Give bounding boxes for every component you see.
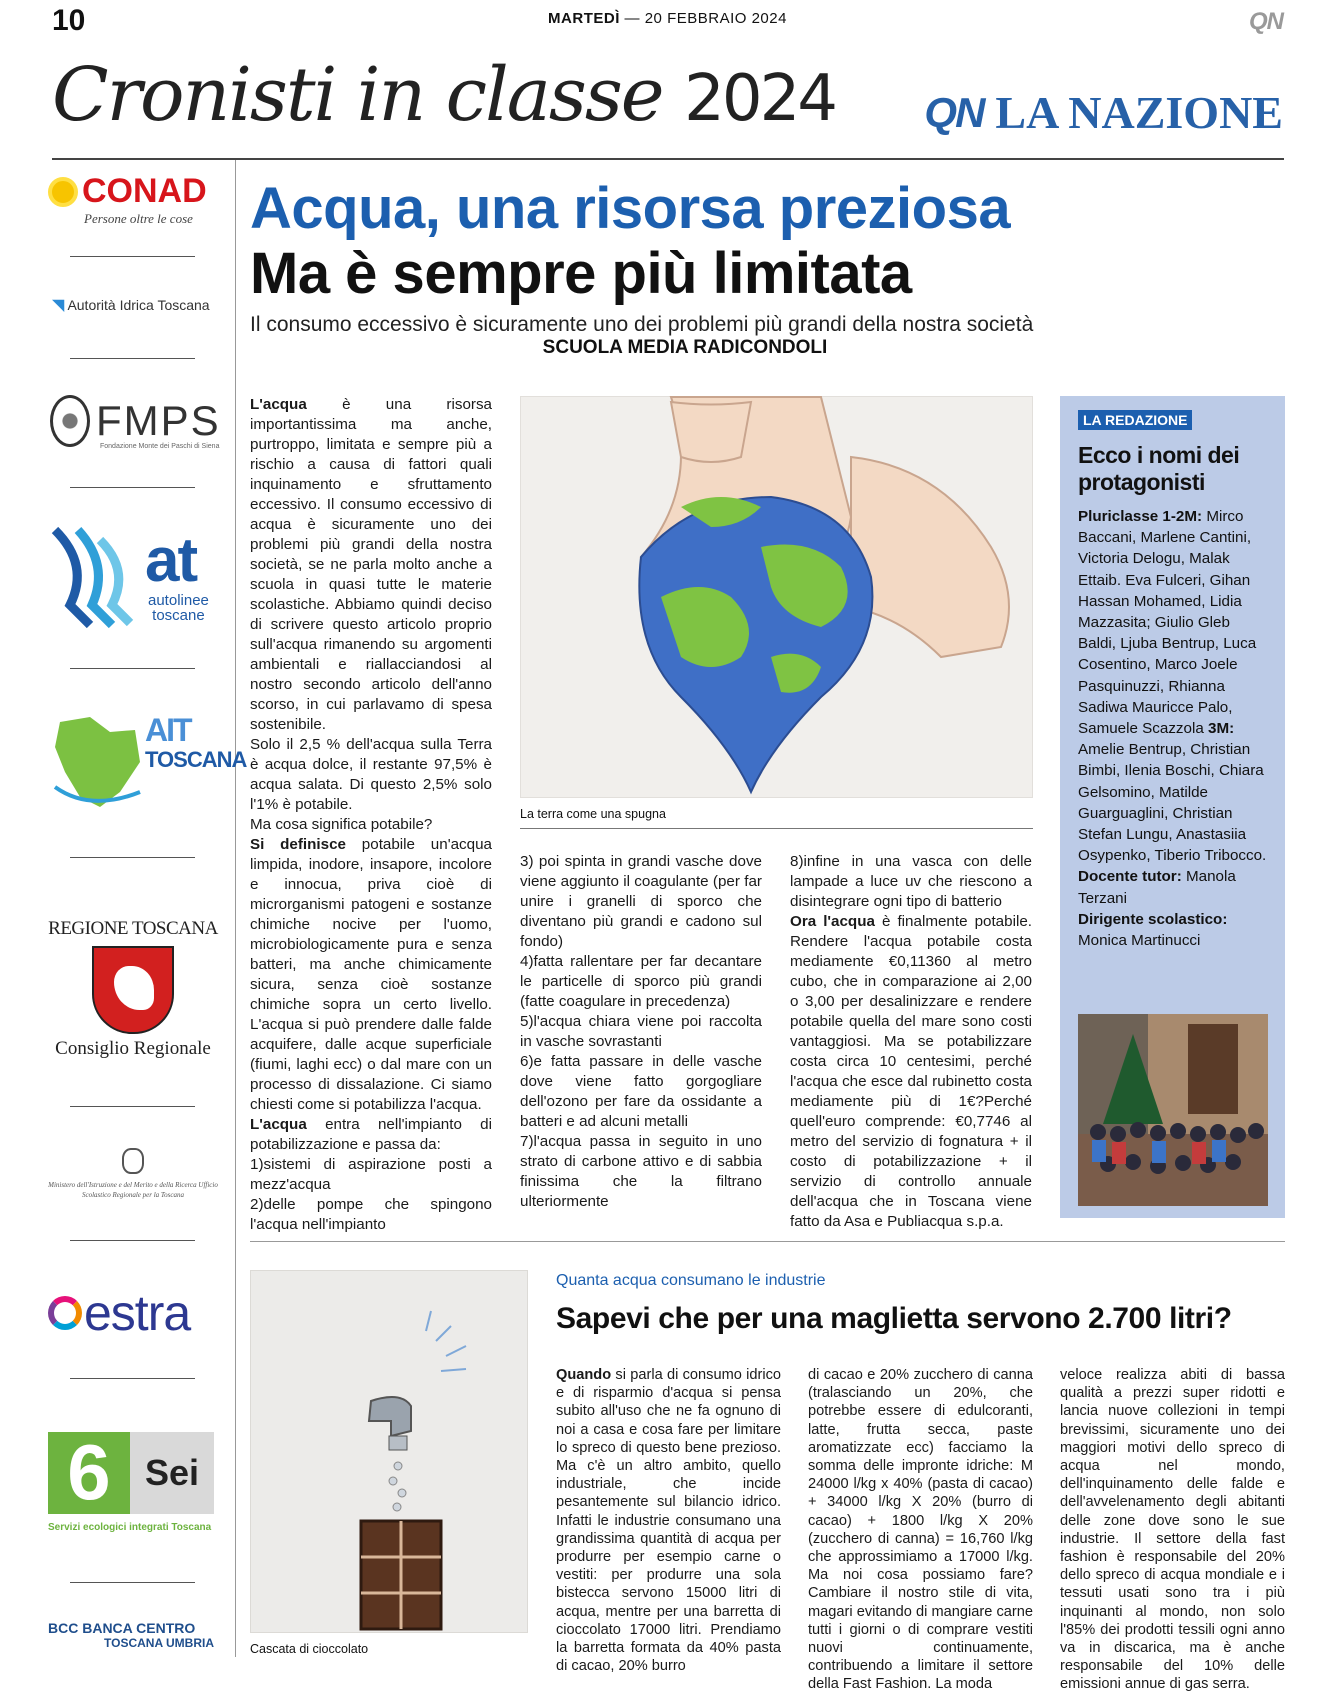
earth-sponge-image <box>520 396 1033 798</box>
sponsor-divider <box>70 358 195 359</box>
class-group-photo <box>1078 1014 1268 1206</box>
estra-logo <box>48 1284 190 1342</box>
paragraph <box>790 852 1032 912</box>
date: — 20 FEBBRAIO 2024 <box>624 10 787 27</box>
paragraph <box>250 815 492 835</box>
qn-logo-small: QN <box>1249 8 1283 35</box>
ministero-name: Ministero dell'Istruzione e del Merito e della Ricerca Ufficio Scolastico Regionale per la Toscana <box>48 1181 218 1199</box>
group1-label: Pluriclasse 1-2M: <box>1078 508 1203 525</box>
paragraph <box>250 1115 492 1155</box>
paragraph <box>250 735 492 815</box>
sei-tagline-region: Toscana <box>171 1522 212 1533</box>
sidebar-divider <box>235 160 236 1657</box>
newspaper-brand <box>924 86 1283 139</box>
page-number: 10 <box>52 4 86 37</box>
paragraph-text: è una risorsa importantissima ma anche, purtroppo, limitata e sempre più a rischio a causa di fattori quali inquinamento e sfruttamento eccessivo. Il consumo eccessivo di acqua è sicuramente uno dei problemi più grandi della nostra società, se ne parla molto anche a scuola in quasi tutte le materie scolastiche. Abbiamo quindi deciso di scrivere questo articolo proprio sull'acqua rimanendo su argomenti ambientali e riallacciandosi al nostro secondo articolo dell'anno scorso, in cui parlavamo di spesa sostenibile. <box>250 396 492 733</box>
weekday: MARTEDÌ <box>548 10 620 27</box>
at-sub1: autolinee <box>148 592 209 609</box>
earth-hands-drawing <box>521 397 1034 799</box>
paragraph-text: 2)delle pompe che spingono l'acqua nell'impianto <box>250 1196 492 1233</box>
article2-col1-text: si parla di consumo idrico e di risparmio d'acqua si pensa subito all'uso che ne fa ognuno di noi a casa e cosa fare per limitare lo spreco di questo bene prezioso. Ma c'è un altro ambito, quello industriale, che incide pesantemente sul bilancio idrico. Infatti le industrie consumano una grandissima quantità di acqua per produrre per esempio carne o vestiti: per produrre una sola bistecca servono 15000 litri di acqua, mentre per una barretta di cioccolato 17000 litri. Prendiamo la barretta formata da 40% pasta di cacao, 20% burro <box>556 1367 781 1675</box>
autorita-idrica-logo <box>52 295 210 315</box>
article2-column-1 <box>556 1366 781 1675</box>
paragraph-text: entra nell'impianto di potabilizzazione e passa da: <box>250 1116 492 1153</box>
tutor-name: Manola Terzani <box>1078 868 1236 907</box>
consiglio-name: Consiglio Regionale <box>55 1038 211 1059</box>
sei-tagline-text: Servizi ecologici integrati <box>48 1522 169 1533</box>
paragraph <box>250 395 492 735</box>
bcc-logo <box>48 1620 214 1650</box>
conad-logo <box>48 172 218 227</box>
paragraph <box>250 1195 492 1235</box>
sponsor-divider <box>70 668 195 669</box>
regione-name: REGIONE TOSCANA <box>48 918 218 939</box>
tuscany-map-icon <box>50 712 145 812</box>
paragraph-text: 8)infine in una vasca con delle lampade a luce uv che riescono a disintegrare ogni tipo di batterio <box>790 853 1032 910</box>
regione-toscana-logo <box>48 918 218 1060</box>
redazione-box <box>1060 396 1285 1218</box>
paragraph-text: 1)sistemi di aspirazione posti a mezz'acqua <box>250 1156 492 1193</box>
paragraph-lead: Si definisce <box>250 836 346 853</box>
redazione-label: LA REDAZIONE <box>1078 410 1192 430</box>
fmps-name: FMPS <box>96 397 221 444</box>
dirigente-label: Dirigente scolastico: <box>1078 910 1228 928</box>
ait-toscana-logo <box>50 712 247 812</box>
sponsor-divider <box>70 857 195 858</box>
school-name: SCUOLA MEDIA RADICONDOLI <box>542 337 828 358</box>
fmps-subtitle: Fondazione Monte dei Paschi di Siena <box>100 443 220 450</box>
headline-line1: Acqua, una risorsa preziosa <box>250 176 1011 241</box>
sei-toscana-logo <box>48 1428 214 1533</box>
section-rule <box>250 1241 1285 1242</box>
bcc-region: TOSCANA UMBRIA <box>104 1636 214 1650</box>
wave-lines-icon <box>50 525 140 635</box>
conad-name: CONAD <box>82 172 207 210</box>
paragraph <box>520 1052 762 1132</box>
paragraph <box>250 1155 492 1195</box>
paragraph-text: 6)e fatta passare in delle vasche dove viene fatto gorgogliare dell'ozono per fare da ossidante a batteri e ad alcuni metalli <box>520 1053 762 1130</box>
paragraph-text: 3) poi spinta in grandi vasche dove viene aggiunto il coagulante (per far unire i granelli di sporco che diventano più grandi e cadono sul fondo) <box>520 853 762 950</box>
bcc-name: BCC BANCA CENTRO <box>48 1620 196 1636</box>
paragraph <box>520 1132 762 1212</box>
masthead <box>52 52 835 138</box>
sponsor-divider <box>70 1106 195 1107</box>
group1-names: Mirco Baccani, Marlene Cantini, Victoria Delogu, Malak Ettaib. Eva Fulceri, Gihan Hassan Mohamed, Lidia Mazzasita; Giulio Gleb Baldi, Ljuba Bentrup, Luca Cosentino, Marco Joele Pasquinuzzi, Rhianna Sadiwa Mauricce Palo, Samuele Scazzola <box>1078 508 1257 738</box>
republic-emblem-icon <box>122 1148 144 1174</box>
dateline <box>0 10 1335 27</box>
article-column-1 <box>250 395 492 1235</box>
paragraph <box>520 852 762 952</box>
dirigente-name: Monica Martinucci <box>1078 932 1201 950</box>
paragraph <box>520 952 762 1012</box>
autorita-name: Autorità Idrica Toscana <box>67 297 210 313</box>
conad-tagline: Persone oltre le cose <box>84 211 193 226</box>
chocolate-image-caption: Cascata di cioccolato <box>250 1642 369 1656</box>
sponsor-divider <box>70 1582 195 1583</box>
ait-top-label: AIT <box>145 712 191 748</box>
article-subtitle: Il consumo eccessivo è sicuramente uno dei problemi più grandi della nostra società <box>250 313 1034 336</box>
paragraph-lead: L'acqua <box>250 396 307 413</box>
sponsor-divider <box>70 487 195 488</box>
estra-name: estra <box>84 1285 191 1341</box>
sei-number: 6 <box>48 1432 130 1514</box>
article-column-2 <box>520 852 762 1212</box>
article2-headline: Sapevi che per una maglietta servono 2.700 litri? <box>556 1302 1232 1335</box>
autolinee-toscane-logo <box>50 525 220 635</box>
class-photo-illustration <box>1078 1014 1268 1206</box>
article2-kicker: Quanta acqua consumano le industrie <box>556 1272 826 1289</box>
group2-label: 3M: <box>1208 720 1235 738</box>
sponsor-divider <box>70 256 195 257</box>
water-drop-icon: ◥ <box>52 297 65 314</box>
sei-word: Sei <box>130 1432 214 1514</box>
masthead-title: Cronisti in classe <box>52 52 663 138</box>
at-sub2: toscane <box>152 607 205 624</box>
paragraph <box>790 912 1032 1232</box>
paragraph-text: 7)l'acqua passa in seguito in uno strato di carbone attivo e di sabbia finissima che la filtrano ulteriormente <box>520 1133 762 1210</box>
redazione-title: Ecco i nomi dei protagonisti <box>1078 442 1240 495</box>
headline-line2: Ma è sempre più limitata <box>250 241 912 306</box>
paragraph-lead: Ora l'acqua <box>790 913 875 930</box>
qn-logo: QN <box>924 88 984 136</box>
sponsor-divider <box>70 1378 195 1379</box>
caption-rule <box>520 828 1033 829</box>
sei-tagline <box>48 1522 214 1533</box>
chocolate-waterfall-image <box>250 1270 528 1633</box>
paragraph-text: Solo il 2,5 % dell'acqua sulla Terra è acqua dolce, il restante 97,5% è acqua salata. Di questo 2,5% solo l'1% è potabile. <box>250 736 492 813</box>
masthead-year: 2024 <box>684 62 836 136</box>
paragraph-text: 5)l'acqua chiara viene poi raccolta in vasche sovrastanti <box>520 1013 762 1050</box>
ait-name: TOSCANA <box>145 747 247 772</box>
article-column-3 <box>790 852 1032 1232</box>
paragraph-lead: L'acqua <box>250 1116 307 1133</box>
paragraph <box>520 1012 762 1052</box>
seal-icon <box>50 395 90 447</box>
paragraph <box>250 835 492 1115</box>
redazione-names <box>1078 506 1267 951</box>
estra-ring-icon <box>48 1296 82 1330</box>
at-name: at <box>145 526 197 595</box>
header-rule <box>52 158 1284 160</box>
group2-names: Amelie Bentrup, Christian Bimbi, Ilenia Boschi, Chiara Gelsomino, Matilde Guarguaglini, Christian Stefan Lungu, Anastasiia Osypenko, Tiberio Tribocco. <box>1078 741 1267 865</box>
sponsor-divider <box>70 1240 195 1241</box>
article2-column-2: di cacao e 20% zucchero di canna (tralasciando un 20%, che potrebbe essere di edulcoranti, latte, frutta secca, paste aromatizzate ecc) facciamo la somma delle impronte idriche: M 24000 l/kg x 40% (pasta di cacao) + 34000 l/kg X 20% (burro di cacao) + 1800 l/kg X 20% (zucchero di canna) = 16,760 l/kg che approssimiamo a 17000 l/kg. Ma noi cosa possiamo fare? Cambiare il nostro stile di vita, magari evitando di mangiare carne tutti i giorni o di comprare vestiti nuovi continuamente, contribuendo a limitare il settore della Fast Fashion. La moda <box>808 1367 1033 1693</box>
pegasus-shield-icon <box>92 946 174 1034</box>
ministero-logo <box>48 1148 218 1200</box>
faucet-chocolate-drawing <box>251 1271 529 1634</box>
la-nazione-logo: LA NAZIONE <box>995 87 1283 138</box>
tutor-label: Docente tutor: <box>1078 868 1182 886</box>
fmps-logo <box>50 395 221 450</box>
flower-icon <box>48 177 78 207</box>
paragraph-text: potabile un'acqua limpida, inodore, insapore, incolore e innocua, priva cioè di microrganismi patogeni e sostanze chimiche nocive per l'uomo, microbiologicamente pura e senza batteri, ma anche chimicamente sicura, senza cioè sostanze chimiche sopra un certo livello. L'acqua si può prendere dalle falde acquifere, dalle acque superficiale (fiumi, laghi ecc) o dal mare con un processo di dissalazione. Ci siamo chiesti come si potabilizza l'acqua. <box>250 836 492 1113</box>
article2-column-3: veloce realizza abiti di bassa qualità a prezzi super ridotti e lancia nuove collezioni in tempi brevissimi, sicuramente uno dei maggiori motivi dello spreco di acqua nel mondo, dell'inquinamento delle falde e dell'avvelenamento degli abitanti delle zone dove sono le sue industrie. Il settore della fast fashion è responsabile del 20% dello spreco di acqua mondiale e i tessuti usati sono tra i più inquinanti al mondo, non solo l'85% dei prodotti tessili ogni anno va in discarica, ma è anche responsabile del 10% delle emissioni annue di gas serra. <box>1060 1367 1285 1693</box>
paragraph-text: è finalmente potabile. Rendere l'acqua potabile costa mediamente €0,11360 al metro cubo, che in comparazione ai 2,00 o 3,00 per desalinizzare e rendere potabile quella del mare sono costi vantaggiosi. Ma se potabilizzare costa circa 10 centesimi, perché l'acqua che esce dal rubinetto costa mediamente più di 1€?Perché quell'euro comprende: €0,7746 al metro del servizio di fognatura + il costo di potabilizzazione + il servizio di controllo annuale dell'acqua che in Toscana viene fatto da Asa e Publiacqua s.p.a. <box>790 913 1032 1230</box>
article2-lead: Quando <box>556 1367 612 1383</box>
earth-image-caption: La terra come una spugna <box>520 807 666 821</box>
paragraph-text: 4)fatta rallentare per far decantare le particelle di sporco più grandi (fatte coagulare in precedenza) <box>520 953 762 1010</box>
paragraph-text: Ma cosa significa potabile? <box>250 816 433 833</box>
